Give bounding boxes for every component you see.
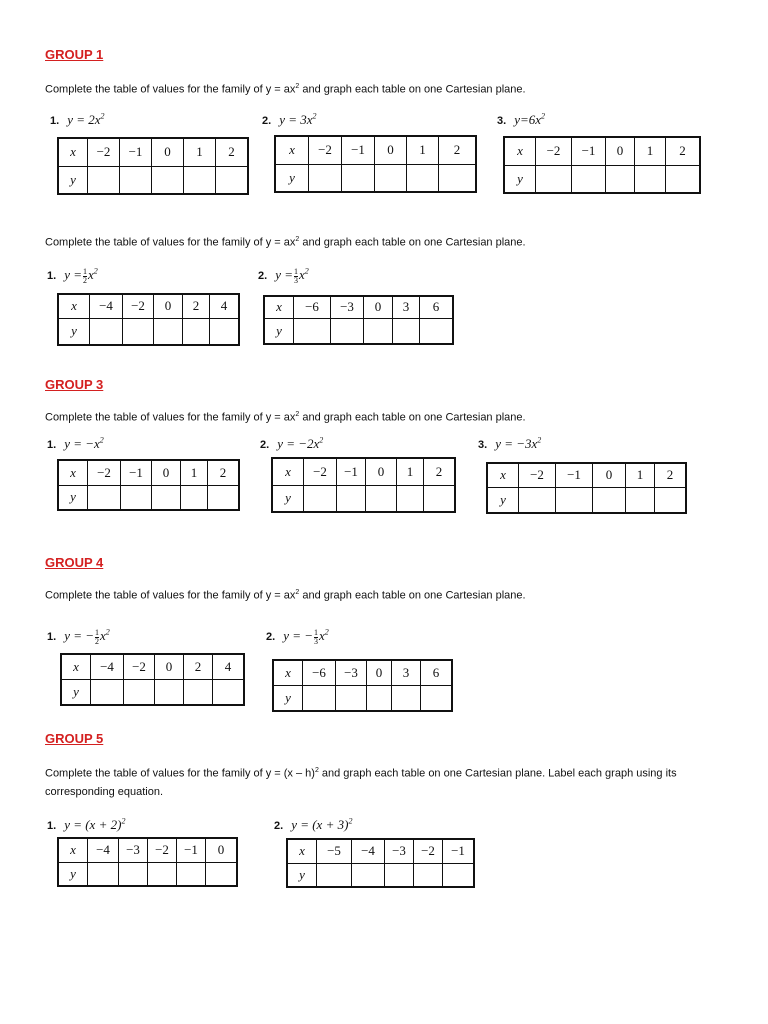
x-value-cell: 2: [439, 136, 477, 164]
x-value-cell: 0: [367, 660, 392, 685]
y-answer-cell[interactable]: [177, 862, 206, 886]
y-answer-cell[interactable]: [124, 679, 155, 705]
equation-expression: [283, 627, 329, 646]
x-label-cell: x: [287, 839, 317, 863]
x-value-cell: −4: [88, 838, 119, 862]
equation-exponent: 2: [304, 267, 309, 276]
instruction-tail: and graph each table on one Cartesian plane.: [299, 589, 526, 602]
x-value-cell: 1: [181, 460, 208, 485]
y-answer-cell[interactable]: [336, 685, 367, 711]
y-answer-cell[interactable]: [556, 487, 593, 513]
y-answer-cell[interactable]: [666, 165, 701, 193]
y-answer-cell[interactable]: [397, 485, 424, 512]
y-answer-cell[interactable]: [424, 485, 456, 512]
instruction-tail: and graph each table on one Cartesian plane.: [299, 236, 526, 249]
problem-equation: [50, 112, 105, 128]
x-value-cell: 1: [407, 136, 439, 164]
equation-exponent: 2: [319, 436, 324, 445]
x-row: [287, 839, 474, 863]
y-answer-cell[interactable]: [90, 318, 123, 345]
problem-number: 2.: [260, 439, 270, 452]
x-label-cell: x: [272, 458, 304, 485]
y-answer-cell[interactable]: [184, 679, 213, 705]
y-answer-cell[interactable]: [393, 318, 420, 344]
table-of-values: [57, 837, 238, 887]
fraction-numerator: 1: [95, 627, 100, 637]
instruction-lead: Complete the table of values for the family of y = (x – h): [45, 767, 315, 780]
equation-exponent: 2: [312, 112, 317, 121]
x-value-cell: 2: [666, 137, 701, 165]
x-value-cell: 0: [152, 138, 184, 166]
y-row: [287, 863, 474, 887]
y-answer-cell[interactable]: [593, 487, 626, 513]
x-value-cell: −2: [304, 458, 337, 485]
x-value-cell: 0: [366, 458, 397, 485]
x-value-cell: 6: [420, 296, 454, 318]
x-value-cell: −2: [124, 654, 155, 679]
problem-equation: [260, 436, 323, 452]
problem-equation: [478, 436, 541, 452]
y-answer-cell[interactable]: [154, 318, 183, 345]
x-value-cell: −1: [443, 839, 475, 863]
y-answer-cell[interactable]: [443, 863, 475, 887]
x-row: [272, 458, 455, 485]
group-heading: GROUP 3: [45, 377, 104, 392]
instruction-tail: and graph each table on one Cartesian plane.: [299, 83, 526, 96]
y-answer-cell[interactable]: [155, 679, 184, 705]
problem-number: 2.: [274, 820, 284, 833]
instruction-lead: Complete the table of values for the family of y = ax: [45, 411, 296, 424]
fraction-denominator: 2: [95, 636, 100, 646]
y-row: [58, 166, 248, 194]
y-answer-cell[interactable]: [181, 485, 208, 510]
x-label-cell: x: [58, 138, 88, 166]
y-answer-cell[interactable]: [626, 487, 655, 513]
equation-variable: x: [87, 267, 94, 283]
y-answer-cell[interactable]: [420, 318, 454, 344]
y-label-cell: y: [58, 318, 90, 345]
instruction-text: [45, 78, 735, 99]
y-answer-cell[interactable]: [294, 318, 331, 344]
table-of-values: [57, 137, 249, 195]
instruction-text: [45, 406, 735, 427]
y-answer-cell[interactable]: [655, 487, 687, 513]
equation-exponent: 2: [99, 436, 104, 445]
y-answer-cell[interactable]: [337, 485, 366, 512]
y-answer-cell[interactable]: [304, 485, 337, 512]
equation-expression: [279, 112, 316, 127]
x-value-cell: −2: [148, 838, 177, 862]
x-value-cell: 1: [184, 138, 216, 166]
problem-equation: [47, 817, 125, 833]
y-row: [61, 679, 244, 705]
equation-expression: [64, 817, 125, 832]
x-label-cell: x: [275, 136, 309, 164]
y-label-cell: y: [264, 318, 294, 344]
x-value-cell: 1: [397, 458, 424, 485]
x-value-cell: 0: [375, 136, 407, 164]
x-value-cell: −1: [121, 460, 152, 485]
x-value-cell: 2: [183, 294, 210, 318]
equation-lead: y = 3x: [279, 112, 313, 128]
y-row: [487, 487, 686, 513]
x-label-cell: x: [58, 460, 88, 485]
problem-number: 2.: [262, 115, 272, 128]
x-value-cell: −2: [536, 137, 572, 165]
y-answer-cell[interactable]: [88, 166, 120, 194]
table-of-values: [503, 136, 701, 194]
problem-equation: [47, 436, 104, 452]
x-value-cell: −4: [91, 654, 124, 679]
y-answer-cell[interactable]: [366, 485, 397, 512]
equation-fraction: [314, 629, 318, 646]
x-value-cell: 2: [208, 460, 240, 485]
x-value-cell: −1: [120, 138, 152, 166]
instruction-tail: and graph each table on one Cartesian plane. Label each graph using its corresponding equation.: [45, 767, 677, 798]
problem-number: 2.: [258, 270, 268, 283]
x-value-cell: −2: [123, 294, 154, 318]
x-value-cell: −3: [385, 839, 414, 863]
x-value-cell: −3: [331, 296, 364, 318]
x-label-cell: x: [273, 660, 303, 685]
fraction-numerator: 1: [293, 266, 298, 276]
y-row: [273, 685, 452, 711]
x-label-cell: x: [264, 296, 294, 318]
fraction-numerator: 1: [314, 627, 319, 637]
x-value-cell: −1: [177, 838, 206, 862]
x-value-cell: 1: [626, 463, 655, 487]
y-row: [264, 318, 453, 344]
equation-variable: x: [100, 628, 106, 644]
x-row: [58, 838, 237, 862]
table-of-values: [274, 135, 477, 193]
y-answer-cell[interactable]: [414, 863, 443, 887]
problem-number: 3.: [497, 115, 507, 128]
problem-equation: [266, 628, 329, 646]
x-label-cell: x: [58, 838, 88, 862]
x-value-cell: 1: [635, 137, 666, 165]
equation-exponent: 2: [121, 817, 126, 826]
table-of-values: [263, 295, 454, 345]
equation-lead: y = −x: [64, 436, 100, 452]
y-answer-cell[interactable]: [375, 164, 407, 192]
y-answer-cell[interactable]: [152, 485, 181, 510]
x-value-cell: 2: [655, 463, 687, 487]
y-answer-cell[interactable]: [392, 685, 421, 711]
x-value-cell: −6: [294, 296, 331, 318]
y-answer-cell[interactable]: [439, 164, 477, 192]
y-answer-cell[interactable]: [121, 485, 152, 510]
group-heading: GROUP 1: [45, 47, 104, 62]
instruction-exponent: 2: [295, 589, 300, 596]
instruction-lead: Complete the table of values for the family of y = ax: [45, 236, 296, 249]
y-row: [58, 862, 237, 886]
equation-exponent: 2: [537, 436, 542, 445]
table-of-values: [486, 462, 687, 514]
y-answer-cell[interactable]: [208, 485, 240, 510]
y-answer-cell[interactable]: [91, 679, 124, 705]
problem-equation: [258, 267, 309, 285]
problem-number: 1.: [47, 820, 57, 833]
x-row: [504, 137, 700, 165]
table-of-values: [57, 459, 240, 511]
equation-lead: y = −: [64, 628, 95, 644]
x-value-cell: 4: [210, 294, 240, 318]
y-label-cell: y: [275, 164, 309, 192]
y-row: [58, 318, 239, 345]
problem-number: 1.: [47, 439, 57, 452]
table-of-values: [57, 293, 240, 346]
problem-number: 3.: [478, 439, 488, 452]
x-label-cell: x: [504, 137, 536, 165]
x-value-cell: 2: [184, 654, 213, 679]
y-answer-cell[interactable]: [119, 862, 148, 886]
equation-expression: [64, 436, 104, 451]
equation-exponent: 2: [105, 628, 110, 637]
y-label-cell: y: [58, 166, 88, 194]
fraction-denominator: 3: [293, 275, 298, 285]
y-answer-cell[interactable]: [536, 165, 572, 193]
y-answer-cell[interactable]: [407, 164, 439, 192]
equation-exponent: 2: [100, 112, 105, 121]
problem-number: 1.: [47, 270, 57, 283]
equation-lead: y=6x: [514, 112, 541, 128]
instruction-text: [45, 762, 735, 801]
y-row: [504, 165, 700, 193]
instruction-exponent: 2: [295, 83, 300, 90]
equation-lead: y = −2x: [277, 436, 320, 452]
x-value-cell: 2: [216, 138, 249, 166]
x-value-cell: 2: [424, 458, 456, 485]
equation-lead: y = 2x: [67, 112, 101, 128]
problem-equation: [262, 112, 317, 128]
x-row: [58, 294, 239, 318]
y-answer-cell[interactable]: [88, 485, 121, 510]
equation-exponent: 2: [93, 267, 98, 276]
x-value-cell: −6: [303, 660, 336, 685]
y-label-cell: y: [58, 862, 88, 886]
x-row: [58, 460, 239, 485]
instruction-exponent: 2: [295, 411, 300, 418]
y-answer-cell[interactable]: [572, 165, 606, 193]
equation-exponent: 2: [541, 112, 545, 121]
equation-variable: x: [319, 628, 325, 644]
y-answer-cell[interactable]: [367, 685, 392, 711]
y-answer-cell[interactable]: [183, 318, 210, 345]
problem-number: 1.: [50, 115, 60, 128]
equation-expression: [291, 817, 352, 832]
y-row: [272, 485, 455, 512]
equation-exponent: 2: [348, 817, 353, 826]
y-label-cell: y: [487, 487, 519, 513]
equation-expression: [64, 627, 110, 646]
x-value-cell: −4: [352, 839, 385, 863]
equation-variable: x: [298, 267, 305, 283]
table-of-values: [286, 838, 475, 888]
x-row: [264, 296, 453, 318]
instruction-lead: Complete the table of values for the family of y = ax: [45, 83, 296, 96]
x-value-cell: 3: [393, 296, 420, 318]
x-value-cell: 0: [155, 654, 184, 679]
x-value-cell: 0: [364, 296, 393, 318]
y-answer-cell[interactable]: [309, 164, 342, 192]
equation-lead: y =: [275, 267, 293, 283]
y-answer-cell[interactable]: [342, 164, 375, 192]
fraction-denominator: 3: [314, 636, 319, 646]
y-answer-cell[interactable]: [352, 863, 385, 887]
y-answer-cell[interactable]: [364, 318, 393, 344]
instruction-exponent: 2: [295, 236, 300, 243]
equation-exponent: 2: [324, 628, 329, 637]
y-answer-cell[interactable]: [331, 318, 364, 344]
equation-lead: y = −: [283, 628, 314, 644]
problem-equation: [497, 112, 545, 128]
problem-equation: [47, 267, 98, 285]
y-label-cell: y: [504, 165, 536, 193]
y-answer-cell[interactable]: [213, 679, 245, 705]
equation-fraction: [83, 268, 87, 285]
equation-lead: y = (x + 3): [291, 817, 349, 833]
y-answer-cell[interactable]: [206, 862, 238, 886]
y-answer-cell[interactable]: [152, 166, 184, 194]
x-label-cell: x: [487, 463, 519, 487]
problem-number: 2.: [266, 631, 276, 644]
instruction-tail: and graph each table on one Cartesian plane.: [299, 411, 526, 424]
x-value-cell: −3: [336, 660, 367, 685]
fraction-numerator: 1: [82, 266, 87, 276]
y-answer-cell[interactable]: [385, 863, 414, 887]
y-label-cell: y: [272, 485, 304, 512]
instruction-text: [45, 231, 735, 252]
instruction-exponent: 2: [314, 767, 319, 774]
x-value-cell: 0: [606, 137, 635, 165]
equation-expression: [495, 436, 541, 451]
y-row: [58, 485, 239, 510]
y-answer-cell[interactable]: [148, 862, 177, 886]
y-label-cell: y: [287, 863, 317, 887]
x-label-cell: x: [58, 294, 90, 318]
instruction-lead: Complete the table of values for the family of y = ax: [45, 589, 296, 602]
y-answer-cell[interactable]: [519, 487, 556, 513]
x-value-cell: 0: [154, 294, 183, 318]
table-of-values: [271, 457, 456, 513]
y-answer-cell[interactable]: [421, 685, 453, 711]
x-value-cell: 0: [152, 460, 181, 485]
y-answer-cell[interactable]: [303, 685, 336, 711]
y-label-cell: y: [58, 485, 88, 510]
y-answer-cell[interactable]: [317, 863, 352, 887]
y-answer-cell[interactable]: [88, 862, 119, 886]
equation-lead: y =: [64, 267, 82, 283]
y-answer-cell[interactable]: [635, 165, 666, 193]
equation-expression: [277, 436, 323, 451]
y-row: [275, 164, 476, 192]
equation-expression: [275, 266, 309, 285]
x-row: [273, 660, 452, 685]
y-answer-cell[interactable]: [123, 318, 154, 345]
problem-number: 1.: [47, 631, 57, 644]
group-heading: GROUP 5: [45, 731, 104, 746]
x-value-cell: −2: [88, 460, 121, 485]
x-value-cell: 6: [421, 660, 453, 685]
equation-expression: [514, 112, 545, 127]
x-label-cell: x: [61, 654, 91, 679]
x-value-cell: −1: [572, 137, 606, 165]
y-answer-cell[interactable]: [210, 318, 240, 345]
x-value-cell: 0: [206, 838, 238, 862]
x-value-cell: −2: [88, 138, 120, 166]
equation-fraction: [95, 629, 99, 646]
y-answer-cell[interactable]: [184, 166, 216, 194]
fraction-denominator: 2: [82, 275, 87, 285]
y-label-cell: y: [273, 685, 303, 711]
equation-expression: [67, 112, 104, 127]
x-value-cell: −2: [309, 136, 342, 164]
table-of-values: [60, 653, 245, 706]
x-value-cell: −1: [556, 463, 593, 487]
y-answer-cell[interactable]: [606, 165, 635, 193]
x-value-cell: 0: [593, 463, 626, 487]
x-value-cell: −4: [90, 294, 123, 318]
equation-lead: y = (x + 2): [64, 817, 122, 833]
x-value-cell: −1: [342, 136, 375, 164]
x-value-cell: −2: [414, 839, 443, 863]
x-value-cell: 4: [213, 654, 245, 679]
instruction-text: [45, 584, 735, 605]
equation-expression: [64, 266, 98, 285]
y-answer-cell[interactable]: [216, 166, 249, 194]
x-row: [487, 463, 686, 487]
problem-equation: [274, 817, 352, 833]
x-value-cell: −5: [317, 839, 352, 863]
x-row: [275, 136, 476, 164]
x-value-cell: −1: [337, 458, 366, 485]
x-row: [61, 654, 244, 679]
group-heading: GROUP 4: [45, 555, 104, 570]
equation-fraction: [294, 268, 298, 285]
equation-lead: y = −3x: [495, 436, 538, 452]
x-value-cell: 3: [392, 660, 421, 685]
x-value-cell: −2: [519, 463, 556, 487]
y-answer-cell[interactable]: [120, 166, 152, 194]
problem-equation: [47, 628, 110, 646]
x-row: [58, 138, 248, 166]
x-value-cell: −3: [119, 838, 148, 862]
table-of-values: [272, 659, 453, 712]
y-label-cell: y: [61, 679, 91, 705]
